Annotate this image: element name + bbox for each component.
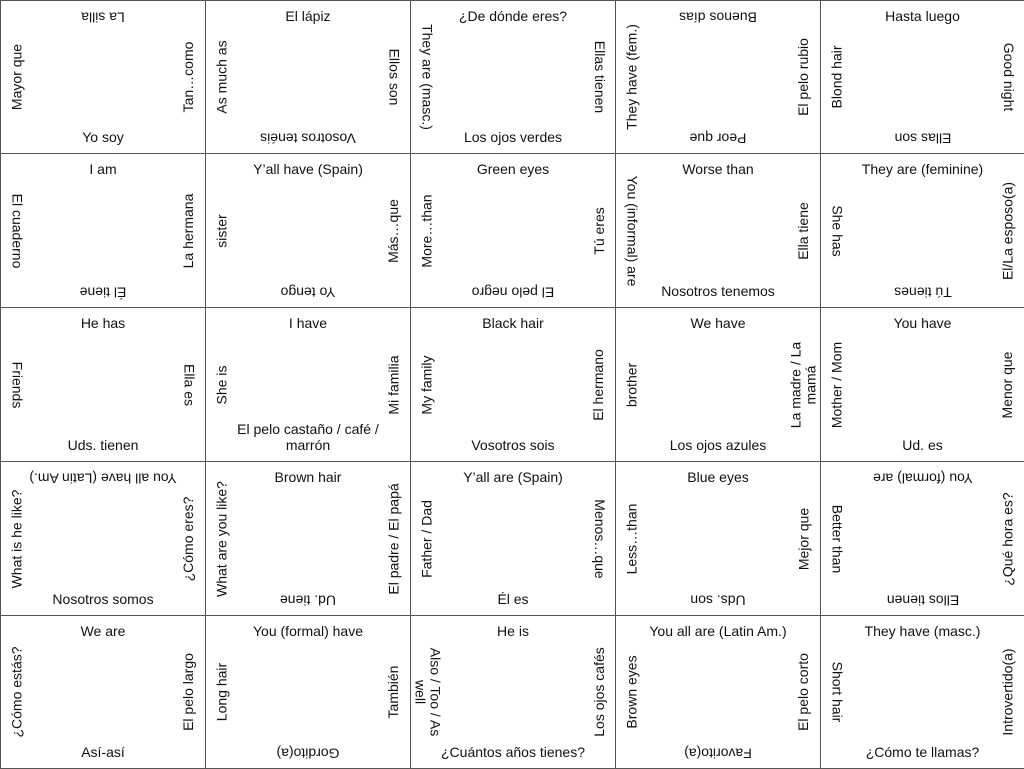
puzzle-card bbox=[820, 153, 1024, 308]
card-bottom-label: Nosotros somos bbox=[52, 590, 154, 607]
card-bottom-label: Uds. tienen bbox=[67, 436, 139, 453]
card-bottom-label: Así-así bbox=[81, 743, 125, 760]
card-top-label: You (formal) are bbox=[872, 470, 973, 487]
card-right-label: Ella es bbox=[181, 363, 198, 406]
card-left-label: She has bbox=[829, 204, 846, 257]
puzzle-card bbox=[0, 153, 206, 308]
puzzle-card bbox=[410, 615, 616, 769]
card-left-label: Less…than bbox=[623, 503, 640, 574]
card-right-label: El pelo corto bbox=[795, 653, 812, 731]
card-right-label: ¿Qué hora es? bbox=[999, 491, 1016, 586]
puzzle-card bbox=[205, 615, 411, 769]
card-bottom-label: Ellos tienen bbox=[886, 592, 959, 608]
card-right-label: Mi familia bbox=[385, 354, 402, 415]
card-right-label: El hermano bbox=[590, 348, 607, 421]
card-top-label: You have bbox=[893, 315, 952, 331]
card-bottom-label: Los ojos verdes bbox=[463, 128, 563, 145]
card-left-label: You (informal) are bbox=[624, 175, 641, 286]
card-right-label: Menor que bbox=[999, 351, 1016, 418]
card-bottom-label: Gordito(a) bbox=[276, 745, 340, 761]
card-right-label: También bbox=[385, 665, 402, 719]
card-top-label: Worse than bbox=[682, 161, 754, 177]
card-bottom-label: Nosotros tenemos bbox=[661, 282, 775, 299]
card-bottom-label: Vosotros sois bbox=[471, 436, 555, 453]
puzzle-card bbox=[0, 461, 206, 616]
card-right-label: Más…que bbox=[385, 198, 402, 263]
card-right-label: El/La esposo(a) bbox=[999, 181, 1016, 280]
card-right-label: El padre / El papá bbox=[385, 482, 402, 595]
card-right-label: Ellos son bbox=[386, 48, 403, 106]
card-left-label: What is he like? bbox=[8, 489, 25, 588]
card-top-label: You all are (Latin Am.) bbox=[649, 623, 787, 639]
card-bottom-label: Ud. tiene bbox=[279, 592, 337, 608]
card-left-label: As much as bbox=[213, 40, 230, 114]
card-right-label: El pelo rubio bbox=[795, 38, 812, 116]
card-left-label: Brown eyes bbox=[623, 655, 640, 729]
card-right-label: Ella tiene bbox=[795, 201, 812, 260]
card-right-label: La hermana bbox=[180, 193, 197, 268]
card-left-label: She is bbox=[213, 365, 230, 404]
card-left-label: They have (fem.) bbox=[623, 24, 640, 130]
card-bottom-label: ¿Cuántos años tienes? bbox=[441, 743, 585, 760]
card-right-label: Tú eres bbox=[590, 206, 607, 255]
puzzle-card bbox=[820, 615, 1024, 769]
card-top-label: They have (masc.) bbox=[864, 623, 981, 639]
card-right-label: La madre / La mamá bbox=[787, 341, 819, 428]
card-left-label: Mother / Mom bbox=[828, 341, 845, 428]
puzzle-card bbox=[615, 0, 821, 154]
puzzle-card bbox=[615, 461, 821, 616]
card-top-label: Brown hair bbox=[274, 469, 342, 485]
card-top-label: I have bbox=[288, 315, 328, 331]
card-left-label: My family bbox=[418, 354, 435, 415]
puzzle-card bbox=[615, 615, 821, 769]
card-bottom-label: Uds. son bbox=[690, 592, 746, 608]
card-left-label: They are (masc.) bbox=[419, 24, 436, 130]
card-top-label: Black hair bbox=[482, 315, 544, 331]
card-top-label: We have bbox=[690, 315, 746, 331]
card-top-label: El lápiz bbox=[285, 8, 331, 24]
card-bottom-label: Ud. es bbox=[902, 436, 943, 453]
card-bottom-label: Yo soy bbox=[82, 128, 124, 145]
card-left-label: ¿Cómo estás? bbox=[8, 646, 25, 738]
card-top-label: You all have (Latin Am.) bbox=[29, 470, 177, 487]
puzzle-card bbox=[820, 0, 1024, 154]
puzzle-card bbox=[410, 153, 616, 308]
card-right-label: Good night bbox=[1000, 42, 1017, 112]
card-right-label: Tan…como bbox=[180, 41, 197, 113]
card-top-label: La silla bbox=[81, 9, 125, 26]
card-left-label: More…than bbox=[418, 193, 435, 268]
puzzle-card bbox=[410, 461, 616, 616]
card-bottom-label: Él tiene bbox=[79, 284, 127, 300]
card-left-label: sister bbox=[213, 213, 230, 248]
card-top-label: We are bbox=[80, 623, 126, 639]
card-bottom-label: Tú tienes bbox=[893, 284, 952, 300]
card-bottom-label: Ellas son bbox=[894, 130, 951, 146]
card-bottom-label: Los ojos azules bbox=[669, 436, 767, 453]
card-top-label: He has bbox=[80, 315, 126, 331]
card-top-label: ¿De dónde eres? bbox=[458, 8, 568, 24]
card-left-label: Short hair bbox=[829, 661, 846, 723]
card-right-label: Menos…que bbox=[591, 498, 608, 579]
puzzle-card bbox=[0, 0, 206, 154]
puzzle-card bbox=[0, 615, 206, 769]
card-left-label: El cuaderno bbox=[9, 193, 26, 268]
card-bottom-label: Él es bbox=[497, 590, 529, 607]
card-left-label: Mayor que bbox=[8, 43, 25, 111]
card-left-label: Blond hair bbox=[828, 45, 845, 109]
puzzle-card bbox=[205, 461, 411, 616]
card-right-label: Ellas tienen bbox=[591, 40, 608, 114]
card-bottom-label: Peor que bbox=[689, 130, 747, 146]
card-top-label: They are (feminine) bbox=[861, 161, 984, 177]
card-top-label: He is bbox=[497, 623, 529, 639]
puzzle-card bbox=[205, 153, 411, 308]
puzzle-card bbox=[410, 0, 616, 154]
card-top-label: I am bbox=[89, 161, 117, 177]
card-bottom-label: El pelo castaño / café / marrón bbox=[237, 421, 379, 453]
puzzle-card bbox=[820, 307, 1024, 462]
puzzle-card bbox=[205, 0, 411, 154]
puzzle-card bbox=[615, 153, 821, 308]
card-bottom-label: ¿Cómo te llamas? bbox=[865, 743, 980, 760]
card-left-label: Also / Too / As well bbox=[412, 647, 444, 737]
puzzle-card bbox=[820, 461, 1024, 616]
card-top-label: Hasta luego bbox=[885, 8, 960, 24]
puzzle-card bbox=[410, 307, 616, 462]
card-bottom-label: El pelo negro bbox=[471, 284, 555, 300]
card-right-label: ¿Cómo eres? bbox=[180, 496, 197, 581]
card-left-label: Better than bbox=[829, 504, 846, 573]
card-right-label: Los ojos cafés bbox=[590, 647, 607, 737]
puzzle-card bbox=[615, 307, 821, 462]
card-left-label: Long hair bbox=[213, 662, 230, 722]
card-left-label: Father / Dad bbox=[418, 499, 435, 578]
card-top-label: Buenos días bbox=[679, 9, 757, 26]
card-right-label: El pelo largo bbox=[180, 653, 197, 731]
card-left-label: Friends bbox=[9, 361, 26, 408]
puzzle-card bbox=[205, 307, 411, 462]
card-left-label: What are you like? bbox=[213, 480, 230, 597]
card-top-label: Green eyes bbox=[476, 161, 550, 177]
card-right-label: Mejor que bbox=[795, 507, 812, 570]
card-top-label: Y’all are (Spain) bbox=[463, 469, 563, 485]
card-bottom-label: Favorito(a) bbox=[684, 745, 752, 761]
card-bottom-label: Vosotros tenéis bbox=[260, 130, 356, 146]
card-top-label: Y’all have (Spain) bbox=[253, 161, 363, 177]
card-left-label: brother bbox=[623, 362, 640, 407]
puzzle-card bbox=[0, 307, 206, 462]
card-top-label: Blue eyes bbox=[687, 469, 749, 485]
card-right-label: Introvertido(a) bbox=[999, 648, 1016, 736]
card-bottom-label: Yo tengo bbox=[280, 284, 336, 300]
card-top-label: You (formal) have bbox=[253, 623, 363, 639]
